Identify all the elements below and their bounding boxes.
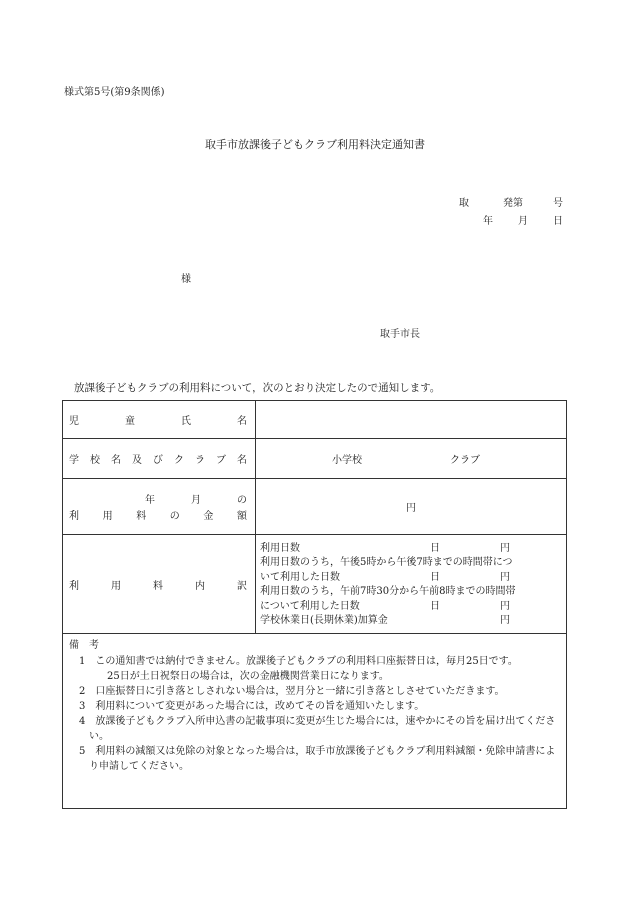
- amount-value: [256, 479, 567, 535]
- note-item: 4 放課後子どもクラブ入所申込書の記載事項に変更が生じた場合には，速やかにその旨を届け出てください。: [79, 716, 556, 742]
- issuer-number-prefix: 取: [459, 198, 469, 209]
- note-sub-item: 25日が土日祝祭日の場合は，次の金融機関営業日になります。: [107, 671, 389, 682]
- breakdown-line: について利用した日数 日 円: [260, 600, 510, 612]
- notes-section: [62, 633, 567, 809]
- form-number: 様式第5号(第9条関係): [64, 87, 165, 98]
- breakdown-line: 利用日数のうち，午後5時から午後7時までの時間帯につ: [260, 557, 513, 568]
- note-item: 1 この通知書では納付できません。放課後子どもクラブの利用料口座振替日は，毎月25日です。: [79, 656, 518, 667]
- table-row-school: [63, 439, 567, 479]
- document-title: 取手市放課後子どもクラブ利用料決定通知書: [205, 138, 425, 151]
- child-name-label: 児 童 氏 名: [63, 401, 256, 439]
- issuer-number-mid: 発第: [503, 198, 523, 209]
- date-year: 年: [483, 216, 493, 227]
- intro-text: 放課後子どもクラブの利用料について，次のとおり決定したので通知します。: [74, 382, 441, 394]
- date-month: 月: [518, 216, 528, 227]
- sender-name: 取手市長: [380, 329, 420, 340]
- date-day: 日: [553, 216, 563, 227]
- table-row-breakdown: [63, 535, 567, 634]
- club-suffix: クラブ: [450, 455, 480, 466]
- breakdown-label: 利 用 料 内 訳: [63, 535, 256, 634]
- breakdown-line: いて利用した日数 日 円: [260, 571, 510, 583]
- breakdown-line: 学校休業日(長期休業)加算金 円: [260, 615, 510, 626]
- amount-unit: 円: [406, 503, 416, 514]
- issuer-number: [459, 194, 563, 209]
- table-row-amount: [63, 479, 567, 535]
- school-club-label: 学 校 名 及 び ク ラ ブ 名: [63, 439, 256, 479]
- issue-date: [483, 212, 563, 227]
- fee-table: [62, 400, 567, 634]
- addressee-suffix: 様: [181, 274, 191, 285]
- breakdown-value: [256, 535, 567, 634]
- school-club-value: [256, 439, 567, 479]
- notes-heading: 備考: [69, 640, 109, 651]
- child-name-value: [256, 401, 567, 439]
- school-suffix: 小学校: [332, 455, 362, 466]
- amount-label: 年 月 の 利 用 料 の 金 額: [63, 479, 256, 535]
- table-row-child-name: [63, 401, 567, 439]
- issuer-number-suffix: 号: [553, 198, 563, 209]
- breakdown-line: 利用日数 日 円: [260, 542, 510, 554]
- note-item: 3 利用料について変更があった場合には，改めてその旨を通知いたします。: [79, 701, 425, 712]
- note-item: 5 利用料の減額又は免除の対象となった場合は，取手市放課後子どもクラブ利用料減額・免除申請書により申請してください。: [79, 746, 556, 772]
- note-item: 2 口座振替日に引き落としされない場合は，翌月分と一緒に引き落としさせていただきます。: [79, 686, 505, 697]
- breakdown-line: 利用日数のうち，午前7時30分から午前8時までの時間帯: [260, 586, 516, 597]
